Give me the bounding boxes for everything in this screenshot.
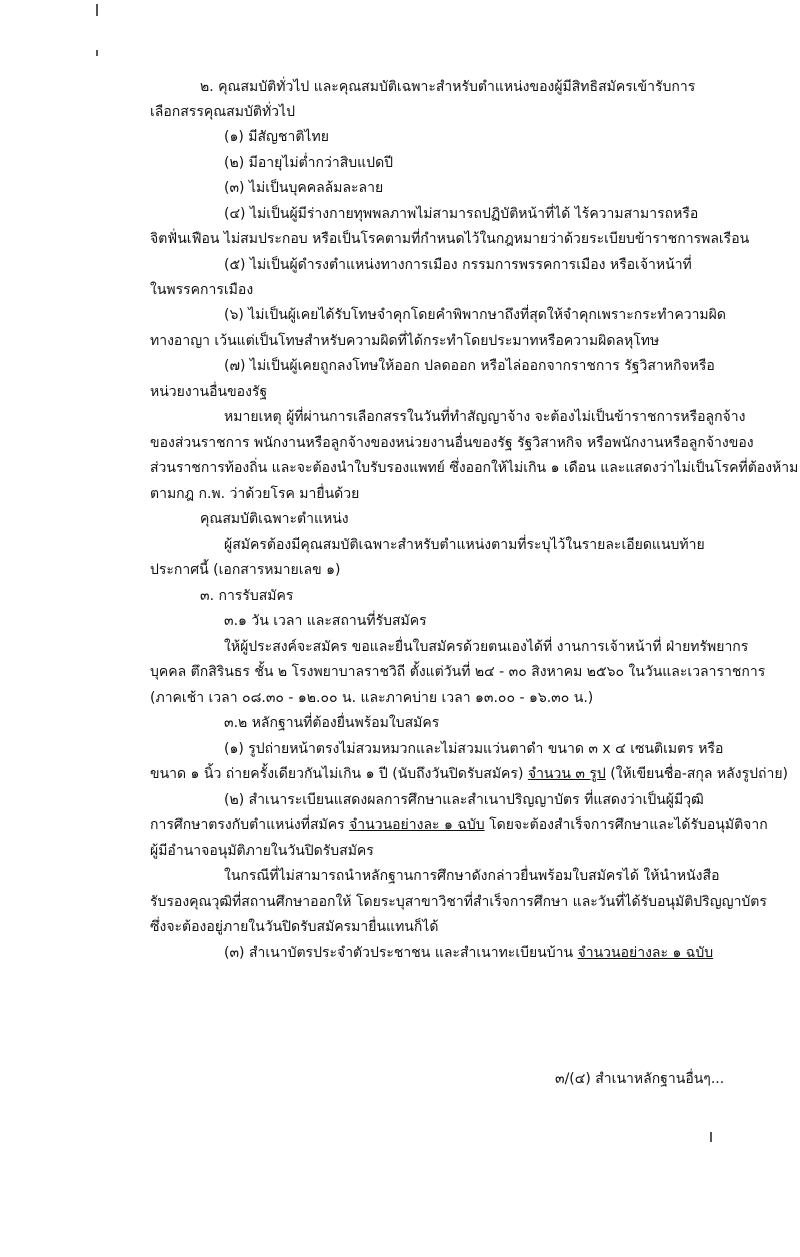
qualification-item-cont: ในพรรคการเมือง [150, 282, 254, 298]
note-line: ตามกฎ ก.พ. ว่าด้วยโรค มายื่นด้วย [150, 486, 360, 502]
continuation-footer: ๓/(๔) สำเนาหลักฐานอื่นๆ... [555, 1071, 725, 1087]
qualification-item-cont: หน่วยงานอื่นของรัฐ [150, 384, 268, 400]
qualification-item-cont: ทางอาญา เว้นแต่เป็นโทษสำหรับความผิดที่ได้กระทำโดยประมาทหรือความผิดลหุโทษ [150, 333, 660, 349]
photo-text-b: (ให้เขียนชื่อ-สกุล หลังรูปถ่าย) [605, 766, 788, 782]
specific-qualification-heading: คุณสมบัติเฉพาะตำแหน่ง [200, 511, 349, 527]
transcript-count-underlined: จำนวนอย่างละ ๑ ฉบับ [349, 817, 485, 833]
qualification-item-cont: จิตฟั่นเฟือน ไม่สมประกอบ หรือเป็นโรคตามที่กำหนดไว้ในกฎหมายว่าด้วยระเบียบข้าราชการพลเรือน [150, 231, 750, 247]
qualification-item: (๔) ไม่เป็นผู้มีร่างกายทุพพลภาพไม่สามารถปฏิบัติหน้าที่ได้ ไร้ความสามารถหรือ [224, 206, 699, 222]
application-place-text: (ภาคเช้า เวลา ๐๘.๓๐ - ๑๒.๐๐ น. และภาคบ่าย เวลา ๑๓.๐๐ - ๑๖.๓๐ น.) [150, 690, 594, 706]
qualification-item: (๗) ไม่เป็นผู้เคยถูกลงโทษให้ออก ปลดออก หรือไล่ออกจากราชการ รัฐวิสาหกิจหรือ [224, 358, 715, 374]
document-item-photo: (๑) รูปถ่ายหน้าตรงไม่สวมหมวกและไม่สวมแว่นตาดำ ขนาด ๓ x ๔ เซนติเมตร หรือ [224, 741, 724, 757]
qualification-item: (๖) ไม่เป็นผู้เคยได้รับโทษจำคุกโดยคำพิพากษาถึงที่สุดให้จำคุกเพราะกระทำความผิด [224, 307, 726, 323]
note-line: ของส่วนราชการ พนักงานหรือลูกจ้างของหน่วยงานอื่นของรัฐ รัฐวิสาหกิจ หรือพนักงานหรือลูกจ้างของ [150, 435, 754, 451]
note-line: หมายเหตุ ผู้ที่ผ่านการเลือกสรรในวันที่ทำสัญญาจ้าง จะต้องไม่เป็นข้าราชการหรือลูกจ้าง [224, 409, 746, 425]
scan-mark-bottom [710, 1132, 712, 1142]
photo-text-a: ขนาด ๑ นิ้ว ถ่ายครั้งเดียวกันไม่เกิน ๑ ปี (นับถึงวันปิดรับสมัคร) [150, 766, 528, 782]
application-place-text: ให้ผู้ประสงค์จะสมัคร ขอและยื่นใบสมัครด้วยตนเองได้ที่ งานการเจ้าหน้าที่ ฝ่ายทรัพยากร [224, 639, 749, 655]
photo-count-underlined: จำนวน ๓ รูป [527, 766, 606, 782]
document-item-transcript: (๒) สำเนาระเบียนแสดงผลการศึกษาและสำเนาปริญญาบัตร ที่แสดงว่าเป็นผู้มีวุฒิ [224, 792, 704, 808]
document-item-transcript-cont: ผู้มีอำนาจอนุมัติภายในวันปิดรับสมัคร [150, 843, 374, 859]
section3-heading: ๓. การรับสมัคร [200, 588, 294, 604]
section2-heading: ๒. คุณสมบัติทั่วไป และคุณสมบัติเฉพาะสำหรับตำแหน่งของผู้มีสิทธิสมัครเข้ารับการ [200, 79, 696, 95]
id-card-text: (๓) สำเนาบัตรประจำตัวประชาชน และสำเนาทะเบียนบ้าน [224, 945, 578, 961]
note-line: ส่วนราชการท้องถิ่น และจะต้องนำใบรับรองแพทย์ ซึ่งออกให้ไม่เกิน ๑ เดือน และแสดงว่าไม่เป็นโรคที่ต้องห้าม [150, 460, 799, 476]
specific-qualification-text: ประกาศนี้ (เอกสารหมายเลข ๑) [150, 562, 341, 578]
certificate-alternative-text: ซึ่งจะต้องอยู่ภายในวันปิดรับสมัครมายื่นแทนก็ได้ [150, 919, 439, 935]
qualification-item: (๒) มีอายุไม่ต่ำกว่าสิบแปดปี [224, 155, 394, 171]
scan-mark-top [96, 4, 98, 16]
certificate-alternative-text: ในกรณีที่ไม่สามารถนำหลักฐานการศึกษาดังกล่าวยื่นพร้อมใบสมัครได้ ให้นำหนังสือ [224, 868, 720, 884]
application-place-text: บุคคล ตึกสิรินธร ชั้น ๒ โรงพยาบาลราชวิถี ตั้งแต่วันที่ ๒๔ - ๓๐ สิงหาคม ๒๕๖๐ ในวันและเวลาราชการ [150, 664, 766, 680]
id-card-count-underlined: จำนวนอย่างละ ๑ ฉบับ [577, 945, 714, 961]
section2-heading-cont: เลือกสรรคุณสมบัติทั่วไป [150, 104, 295, 120]
document-item-transcript-cont [150, 816, 768, 834]
document-item-photo-cont [150, 765, 788, 783]
qualification-item: (๓) ไม่เป็นบุคคลล้มละลาย [224, 180, 384, 196]
qualification-item: (๑) มีสัญชาติไทย [224, 129, 329, 145]
qualification-item: (๕) ไม่เป็นผู้ดำรงตำแหน่งทางการเมือง กรรมการพรรคการเมือง หรือเจ้าหน้าที่ [224, 257, 692, 273]
scan-mark-left [96, 50, 98, 56]
specific-qualification-text: ผู้สมัครต้องมีคุณสมบัติเฉพาะสำหรับตำแหน่งตามที่ระบุไว้ในรายละเอียดแนบท้าย [224, 537, 705, 553]
transcript-text-b: โดยจะต้องสำเร็จการศึกษาและได้รับอนุมัติจาก [484, 817, 768, 833]
subsection-3-2-heading: ๓.๒ หลักฐานที่ต้องยื่นพร้อมใบสมัคร [224, 715, 440, 731]
subsection-3-1-heading: ๓.๑ วัน เวลา และสถานที่รับสมัคร [224, 613, 427, 629]
transcript-text-a: การศึกษาตรงกับตำแหน่งที่สมัคร [150, 817, 350, 833]
document-item-id-card [224, 944, 713, 962]
certificate-alternative-text: รับรองคุณวุฒิที่สถานศึกษาออกให้ โดยระบุสาขาวิชาที่สำเร็จการศึกษา และวันที่ได้รับอนุมัติปริญญาบัตร [150, 894, 767, 910]
